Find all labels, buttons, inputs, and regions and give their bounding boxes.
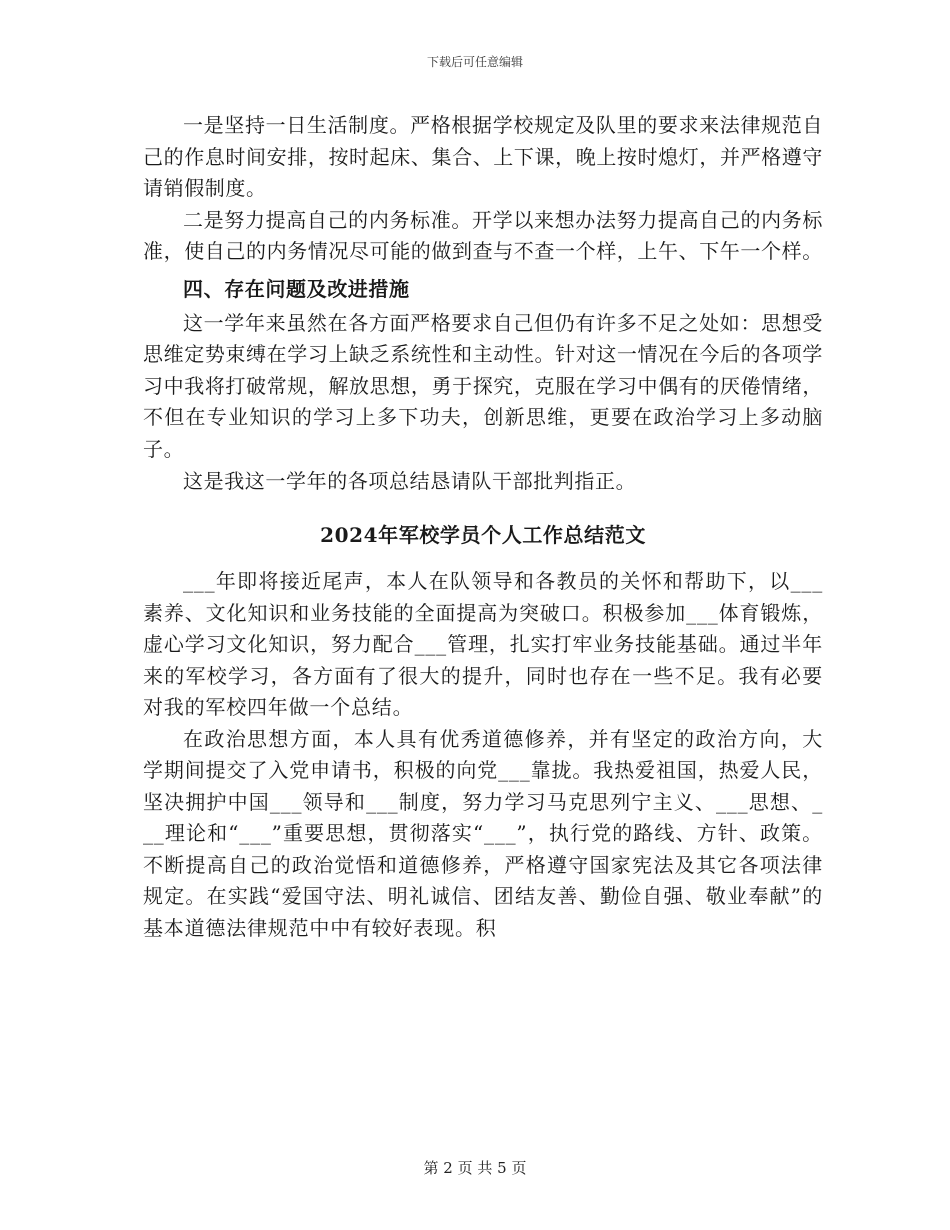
page-header: 下载后可任意编辑 xyxy=(426,55,523,69)
paragraph: 二是努力提高自己的内务标准。开学以来想办法努力提高自己的内务标准，使自己的内务情况尽可能的做到查与不查一个样，上午、下午一个样。 xyxy=(143,207,823,264)
paragraph: 这一学年来虽然在各方面严格要求自己但仍有许多不足之处如：思想受思维定势束缚在学习上缺乏系统性和主动性。针对这一情况在今后的各项学习中我将打破常规，解放思想，勇于探究，克服在学习中偶有的厌倦情绪，不但在专业知识的学习上多下功夫，创新思维，更要在政治学习上多动脑子。 xyxy=(143,310,823,461)
section-heading: 四、存在问题及改进措施 xyxy=(183,276,410,301)
document-title: 2024年军校学员个人工作总结范文 xyxy=(320,523,646,548)
paragraph: 一是坚持一日生活制度。严格根据学校规定及队里的要求来法律规范自己的作息时间安排，按时起床、集合、上下课，晚上按时熄灯，并严格遵守请销假制度。 xyxy=(143,113,823,201)
page-number: 第 2 页 共 5 页 xyxy=(423,1159,527,1177)
document-body xyxy=(143,110,823,944)
paragraph: ___年即将接近尾声，本人在队领导和各教员的关怀和帮助下，以___素养、文化知识和业务技能的全面提高为突破口。积极参加___体育锻炼，虚心学习文化知识，努力配合___管理，扎实打牢业务技能基础。通过半年来的军校学习，各方面有了很大的提升，同时也存在一些不足。我有必要对我的军校四年做一个总结。 xyxy=(143,569,823,720)
paragraph: 这是我这一学年的各项总结恳请队干部批判指正。 xyxy=(183,468,637,493)
paragraph: 在政治思想方面，本人具有优秀道德修养，并有坚定的政治方向，大学期间提交了入党申请书，积极的向党___靠拢。我热爱祖国，热爱人民，坚决拥护中国___领导和___制度，努力学习马克思列宁主义、___思想、___理论和“___”重要思想，贯彻落实“___”，执行党的路线、方针、政策。不断提高自己的政治觉悟和道德修养，严格遵守国家宪法及其它各项法律规定。在实践“爱国守法、明礼诚信、团结友善、勤俭自强、敬业奉献”的基本道德法律规范中中有较好表现。积 xyxy=(143,726,823,940)
